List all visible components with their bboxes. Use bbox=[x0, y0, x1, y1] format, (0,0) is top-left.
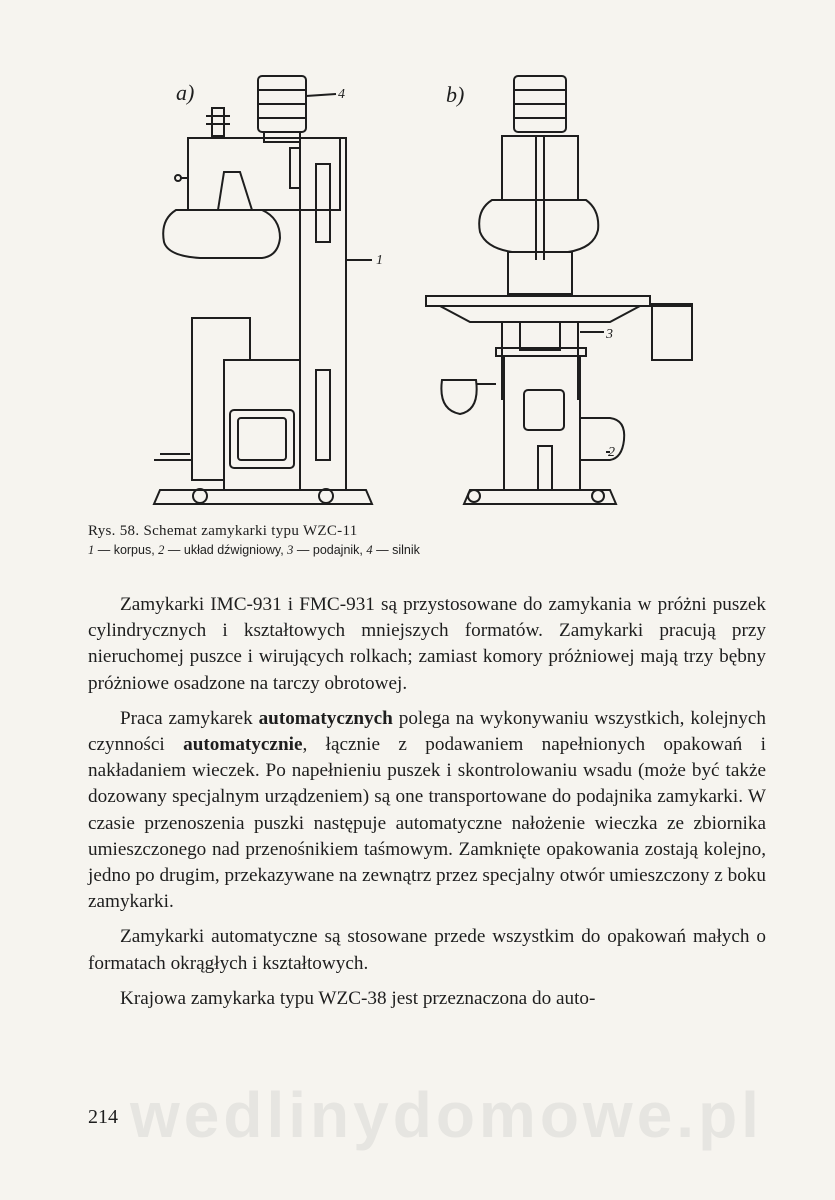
base-a bbox=[154, 490, 372, 504]
paragraph-2-part-c: polega na wykonywaniu wszystkich, kolejnych czynności bbox=[88, 707, 766, 756]
legend-text-3: — podajnik, bbox=[293, 543, 367, 557]
paragraph-4: Krajowa zamykarka typu WZC-38 jest przeznaczona do auto- bbox=[120, 987, 596, 1009]
head-housing-b bbox=[502, 136, 578, 200]
turret-a bbox=[163, 210, 280, 258]
legend-text-2: — układ dźwigniowy, bbox=[164, 543, 288, 557]
legend-text-1: — korpus, bbox=[94, 543, 159, 557]
part-number-1: 1 bbox=[376, 253, 383, 268]
bold-term-automatycznych: automatycznych bbox=[258, 707, 393, 729]
part-number-2: 2 bbox=[608, 445, 615, 460]
legend-num-1: 1 bbox=[88, 543, 95, 557]
figure-caption bbox=[88, 521, 788, 559]
feeder-b bbox=[520, 322, 560, 350]
turret-b bbox=[479, 200, 598, 252]
lower-body-a bbox=[192, 318, 250, 480]
caption-title: Rys. 58. Schemat zamykarki typu WZC-11 bbox=[88, 523, 358, 539]
lower-body-b bbox=[504, 356, 580, 490]
legend-num-3: 3 bbox=[287, 543, 294, 557]
paragraph-2-part-a: Praca zamykarek bbox=[120, 707, 259, 729]
part-number-3: 3 bbox=[606, 327, 613, 342]
table-b bbox=[426, 296, 650, 306]
wzc-11-schematic bbox=[140, 60, 720, 530]
paragraph-2 bbox=[88, 706, 766, 916]
legend-num-4: 4 bbox=[366, 543, 373, 557]
page-number: 214 bbox=[88, 1106, 118, 1128]
bold-term-automatycznie: automatycznie bbox=[183, 734, 303, 756]
legend-num-2: 2 bbox=[158, 543, 165, 557]
caption-legend bbox=[88, 541, 788, 559]
view-b-drawing bbox=[426, 76, 692, 504]
view-a-label: a) bbox=[176, 80, 195, 105]
paragraph-3: Zamykarki automatyczne są stosowane przede wszystkim do opakowań małych o formatach okrągłych i kształtowych. bbox=[88, 926, 766, 974]
paragraph-2-part-e: , łącznie z podawaniem napełnionych opakowań i nakładaniem wieczek. Po napełnieniu puszek i skontrolowaniu wsadu (może być także dozowany specjalnym urządzeniem) są one transportowane do podajnika zamykarki. W czasie przenoszenia puszki następuje automatyczne nałożenie wieczka ze zbiornika umieszczonego nad przenośnikiem taśmowym. Zamknięte opakowania zostają kolejno, jedno po drugim, przekazywane na zewnątrz przez specjalny otwór umieszczony z boku zamykarki. bbox=[88, 734, 766, 913]
paragraph-1: Zamykarki IMC-931 i FMC-931 są przystosowane do zamykania w próżni puszek cylindrycznych i kształtowych mniejszych formatów. Zamykarki pracują przy nieruchomej puszce i wirujących rolkach; zamiast komory próżniowej mają trzy bębny próżniowe osadzone na tarczy obrotowej. bbox=[88, 594, 766, 694]
machine-figure bbox=[140, 60, 720, 530]
legend-text-4: — silnik bbox=[372, 543, 420, 557]
body-text bbox=[88, 592, 766, 1021]
part-number-4: 4 bbox=[338, 87, 345, 102]
head-housing-a bbox=[188, 138, 340, 210]
view-a-drawing bbox=[154, 76, 372, 504]
lever-system-b bbox=[580, 418, 624, 460]
view-b-label: b) bbox=[446, 82, 465, 107]
feeder-tray-b bbox=[652, 304, 692, 360]
watermark: wedlinydomowe.pl bbox=[130, 1079, 763, 1151]
